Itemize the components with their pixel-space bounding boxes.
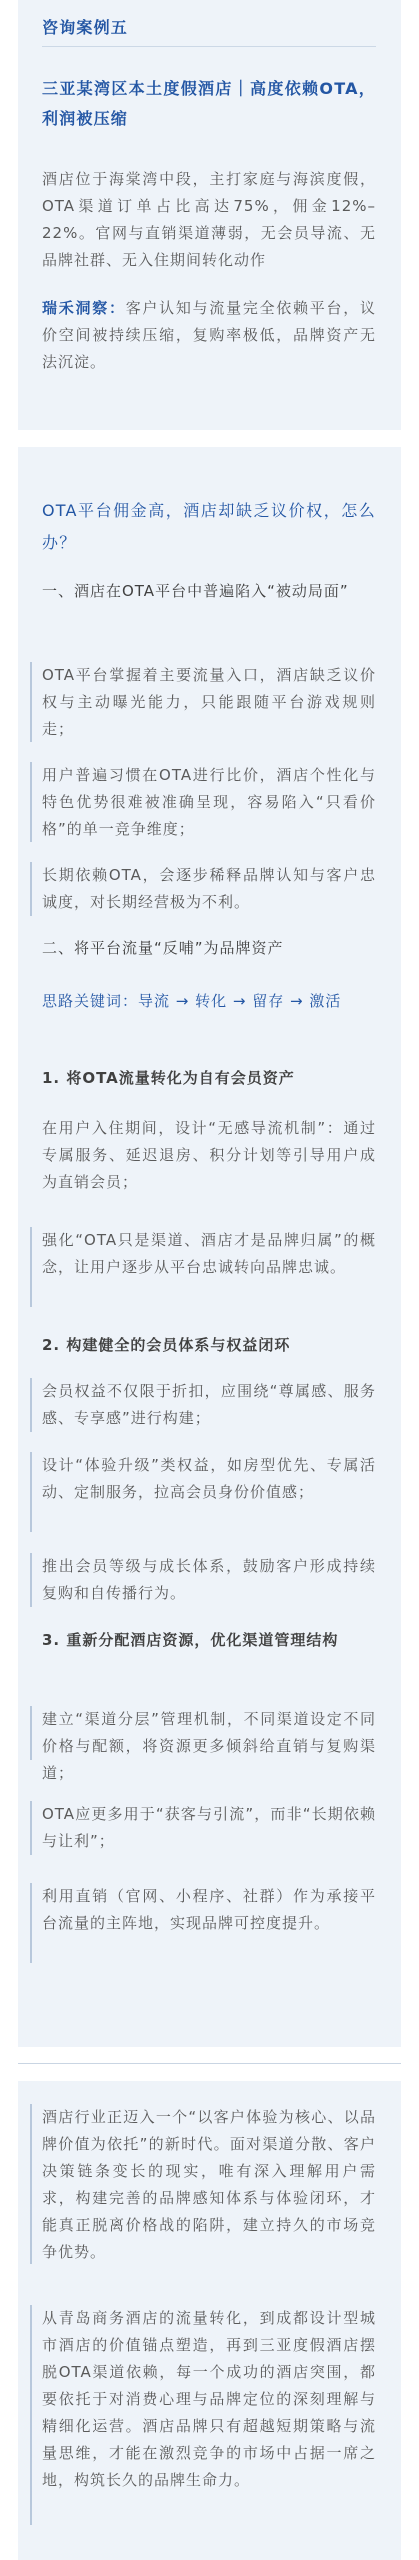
s2-paragraph-3: 推出会员等级与成长体系，鼓励客户形成持续复购和自传播行为。	[42, 1557, 376, 1602]
s1-paragraph-1: 在用户入住期间，设计“无感导流机制”：通过专属服务、延迟退房、积分计划等引导用户成为直销会员；	[42, 1119, 376, 1191]
s3-paragraph-1: 建立“渠道分层”管理机制，不同渠道设定不同价格与配额，将资源更多倾斜给直销与复购渠道；	[42, 1710, 376, 1782]
part1-paragraph-1: OTA平台掌握着主要流量入口，酒店缺乏议价权与主动曝光能力，只能跟随平台游戏规则走；	[42, 666, 376, 738]
part1-heading: 一、酒店在OTA平台中普遍陷入“被动局面”	[42, 582, 349, 600]
s2-rule	[30, 1378, 32, 1432]
conclusion-rule	[30, 2104, 32, 2264]
insight-label: 瑞禾洞察：	[42, 299, 126, 317]
s1-rule	[30, 1227, 32, 1307]
s3-paragraph-2: OTA应更多用于“获客与引流”，而非“长期依赖与让利”；	[42, 1805, 376, 1850]
part1-paragraph-3: 长期依赖OTA，会逐步稀释品牌认知与客户忠诚度，对长期经营极为不利。	[42, 866, 376, 911]
insight-text: 客户认知与流量完全依赖平台，议价空间被持续压缩，复购率极低，品牌资产无法沉淀。	[42, 299, 376, 371]
solution-question: OTA平台佣金高，酒店却缺乏议价权，怎么办？	[42, 501, 376, 552]
conclusion-paragraph-1: 酒店行业正迈入一个“以客户体验为核心、以品牌价值为依托”的新时代。面对渠道分散、客户决策链条变长的现实，唯有深入理解用户需求，构建完善的品牌感知体系与体验闭环，才能真正脱离价格战的陷阱，建立持久的市场竞争优势。	[42, 2108, 376, 2261]
case-insight	[42, 295, 376, 376]
s3-rule	[30, 1706, 32, 1760]
s2-paragraph-1: 会员权益不仅限于折扣，应围绕“尊属感、服务感、专享感”进行构建；	[42, 1382, 376, 1427]
part1-rule	[30, 662, 32, 742]
s3-rule	[30, 1801, 32, 1855]
s2-rule	[30, 1452, 32, 1532]
part2-heading: 二、将平台流量“反哺”为品牌资产	[42, 939, 284, 957]
s3-paragraph-3: 利用直销（官网、小程序、社群）作为承接平台流量的主阵地，实现品牌可控度提升。	[42, 1887, 376, 1932]
part1-rule	[30, 762, 32, 842]
case-description: 酒店位于海棠湾中段，主打家庭与海滨度假，OTA渠道订单占比高达75%，佣金12%–22%。官网与直销渠道薄弱，无会员导流、无品牌社群、无入住期间转化动作	[42, 170, 376, 269]
part2-keywords: 思路关键词：导流 → 转化 → 留存 → 激活	[42, 992, 342, 1010]
s1-title: 1. 将OTA流量转化为自有会员资产	[42, 1069, 295, 1087]
section-divider	[18, 2063, 401, 2064]
s3-title: 3. 重新分配酒店资源，优化渠道管理结构	[42, 1631, 339, 1649]
conclusion-paragraph-2: 从青岛商务酒店的流量转化，到成都设计型城市酒店的价值锚点塑造，再到三亚度假酒店摆脱OTA渠道依赖，每一个成功的酒店突围，都要依托于对消费心理与品牌定位的深刻理解与精细化运营。酒店品牌只有超越短期策略与流量思维，才能在激烈竞争的市场中占据一席之地，构筑长久的品牌生命力。	[42, 2309, 376, 2489]
case-label: 咨询案例五	[42, 18, 129, 37]
s2-rule	[30, 1553, 32, 1607]
s1-paragraph-2: 强化“OTA只是渠道、酒店才是品牌归属”的概念，让用户逐步从平台忠诚转向品牌忠诚。	[42, 1231, 376, 1276]
conclusion-rule	[30, 2305, 32, 2525]
case-title: 三亚某湾区本土度假酒店｜高度依赖OTA，利润被压缩	[42, 79, 376, 128]
part1-paragraph-2: 用户普遍习惯在OTA进行比价，酒店个性化与特色优势很难被准确呈现，容易陷入“只看价格”的单一竞争维度；	[42, 766, 376, 838]
s2-title: 2. 构建健全的会员体系与权益闭环	[42, 1336, 291, 1354]
part1-rule	[30, 862, 32, 916]
case-label-divider	[42, 46, 376, 47]
s3-rule	[30, 1883, 32, 1963]
s2-paragraph-2: 设计“体验升级”类权益，如房型优先、专属活动、定制服务，拉高会员身份价值感；	[42, 1456, 376, 1501]
